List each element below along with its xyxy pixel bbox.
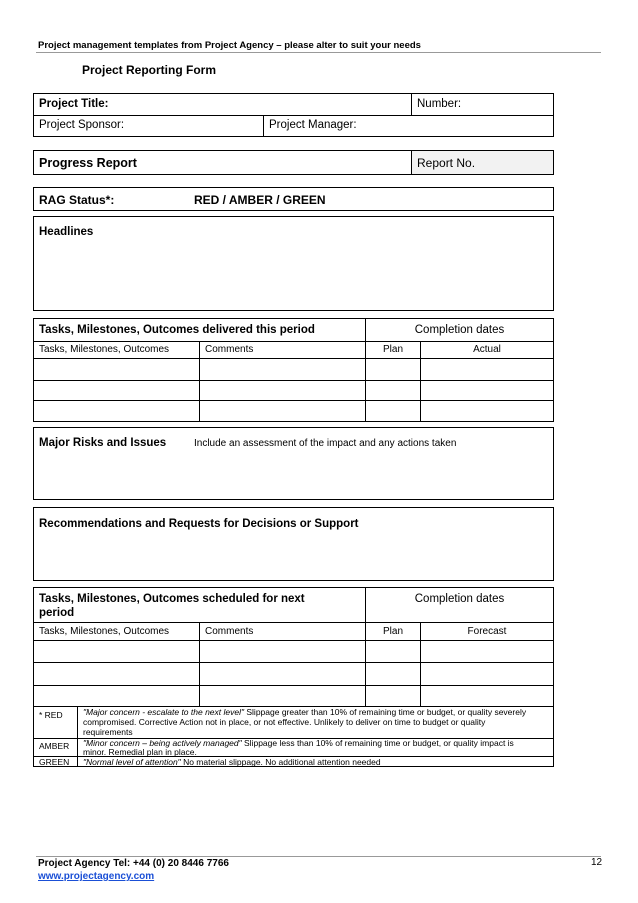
scheduled-row-2[interactable]	[34, 663, 553, 685]
page-header: Project management templates from Project Agency – please alter to suit your needs	[38, 40, 421, 51]
scheduled-completion-label: Completion dates	[414, 593, 505, 605]
footer-website-link[interactable]: www.projectagency.com	[38, 871, 155, 882]
headlines-title: Headlines	[39, 226, 94, 238]
risks-title: Major Risks and Issues	[39, 437, 167, 449]
project-sponsor-label[interactable]: Project Sponsor:	[39, 119, 125, 131]
legend-amber-label: AMBER	[39, 741, 70, 751]
header-divider	[36, 52, 601, 53]
delivered-row-3[interactable]	[34, 401, 553, 421]
page-number: 12	[591, 857, 603, 868]
risks-note: Include an assessment of the impact and any actions taken	[194, 438, 457, 449]
project-title-label[interactable]: Project Title:	[39, 98, 109, 110]
delivered-table	[33, 318, 554, 422]
legend-amber-text	[78, 739, 552, 757]
delivered-completion-label: Completion dates	[414, 324, 505, 336]
rag-status-row	[33, 187, 554, 211]
recommendations-box[interactable]	[33, 507, 554, 581]
delivered-row-1[interactable]	[34, 359, 553, 380]
footer-divider	[36, 856, 601, 857]
project-manager-label[interactable]: Project Manager:	[269, 119, 357, 131]
scheduled-col-comments: Comments	[205, 626, 254, 637]
scheduled-col-tasks: Tasks, Milestones, Outcomes	[39, 626, 170, 637]
delivered-col-plan: Plan	[382, 344, 403, 355]
legend-red-text-2: compromised. Corrective Action not in place, or not effective. Unlikely to deliver on time to budget or quality	[83, 717, 486, 727]
legend-amber-text-2: minor. Remedial plan in place.	[83, 747, 197, 757]
form-title: Project Reporting Form	[82, 63, 217, 77]
legend-red-label: * RED	[39, 710, 63, 720]
risks-box[interactable]	[33, 427, 554, 500]
scheduled-table	[33, 587, 554, 767]
legend-red-quote: "Major concern - escalate to the next level"	[83, 707, 245, 717]
legend-red-text-3: requirements	[83, 727, 133, 737]
headlines-box[interactable]	[33, 216, 554, 311]
legend-amber-text-1: Slippage less than 10% of remaining time or budget, or quality impact is	[241, 738, 514, 748]
recommendations-title: Recommendations and Requests for Decisions or Support	[39, 518, 359, 530]
scheduled-title-line2: period	[39, 607, 75, 619]
legend-green-text-1: No material slippage. No additional attention needed	[180, 757, 381, 767]
progress-report-row	[33, 150, 554, 175]
delivered-col-tasks: Tasks, Milestones, Outcomes	[39, 344, 170, 355]
delivered-title: Tasks, Milestones, Outcomes delivered this period	[39, 324, 315, 336]
scheduled-col-forecast: Forecast	[467, 626, 507, 637]
legend-red-text	[78, 707, 552, 737]
project-info-table	[33, 93, 554, 137]
delivered-col-actual: Actual	[473, 344, 501, 355]
scheduled-col-plan: Plan	[382, 626, 403, 637]
legend-red-text-1: Slippage greater than 10% of remaining time or budget, or quality severely	[244, 707, 527, 717]
scheduled-row-1[interactable]	[34, 641, 553, 662]
legend-green-quote: "Normal level of attention"	[83, 757, 181, 767]
legend-green-label: GREEN	[39, 757, 70, 767]
delivered-row-2[interactable]	[34, 381, 553, 400]
footer-contact: Project Agency Tel: +44 (0) 20 8446 7766	[38, 858, 229, 869]
progress-report-title: Progress Report	[39, 156, 137, 170]
report-number-label[interactable]: Report No.	[417, 156, 476, 170]
rag-status-value[interactable]: RED / AMBER / GREEN	[194, 193, 326, 207]
scheduled-row-3[interactable]	[34, 686, 553, 706]
legend-amber-quote: "Minor concern – being actively managed"	[83, 738, 242, 748]
delivered-col-comments: Comments	[205, 344, 254, 355]
rag-status-label: RAG Status*:	[39, 193, 115, 207]
number-label[interactable]: Number:	[417, 98, 462, 110]
legend-green-text	[78, 757, 552, 767]
scheduled-title-line1: Tasks, Milestones, Outcomes scheduled for next	[39, 593, 305, 605]
